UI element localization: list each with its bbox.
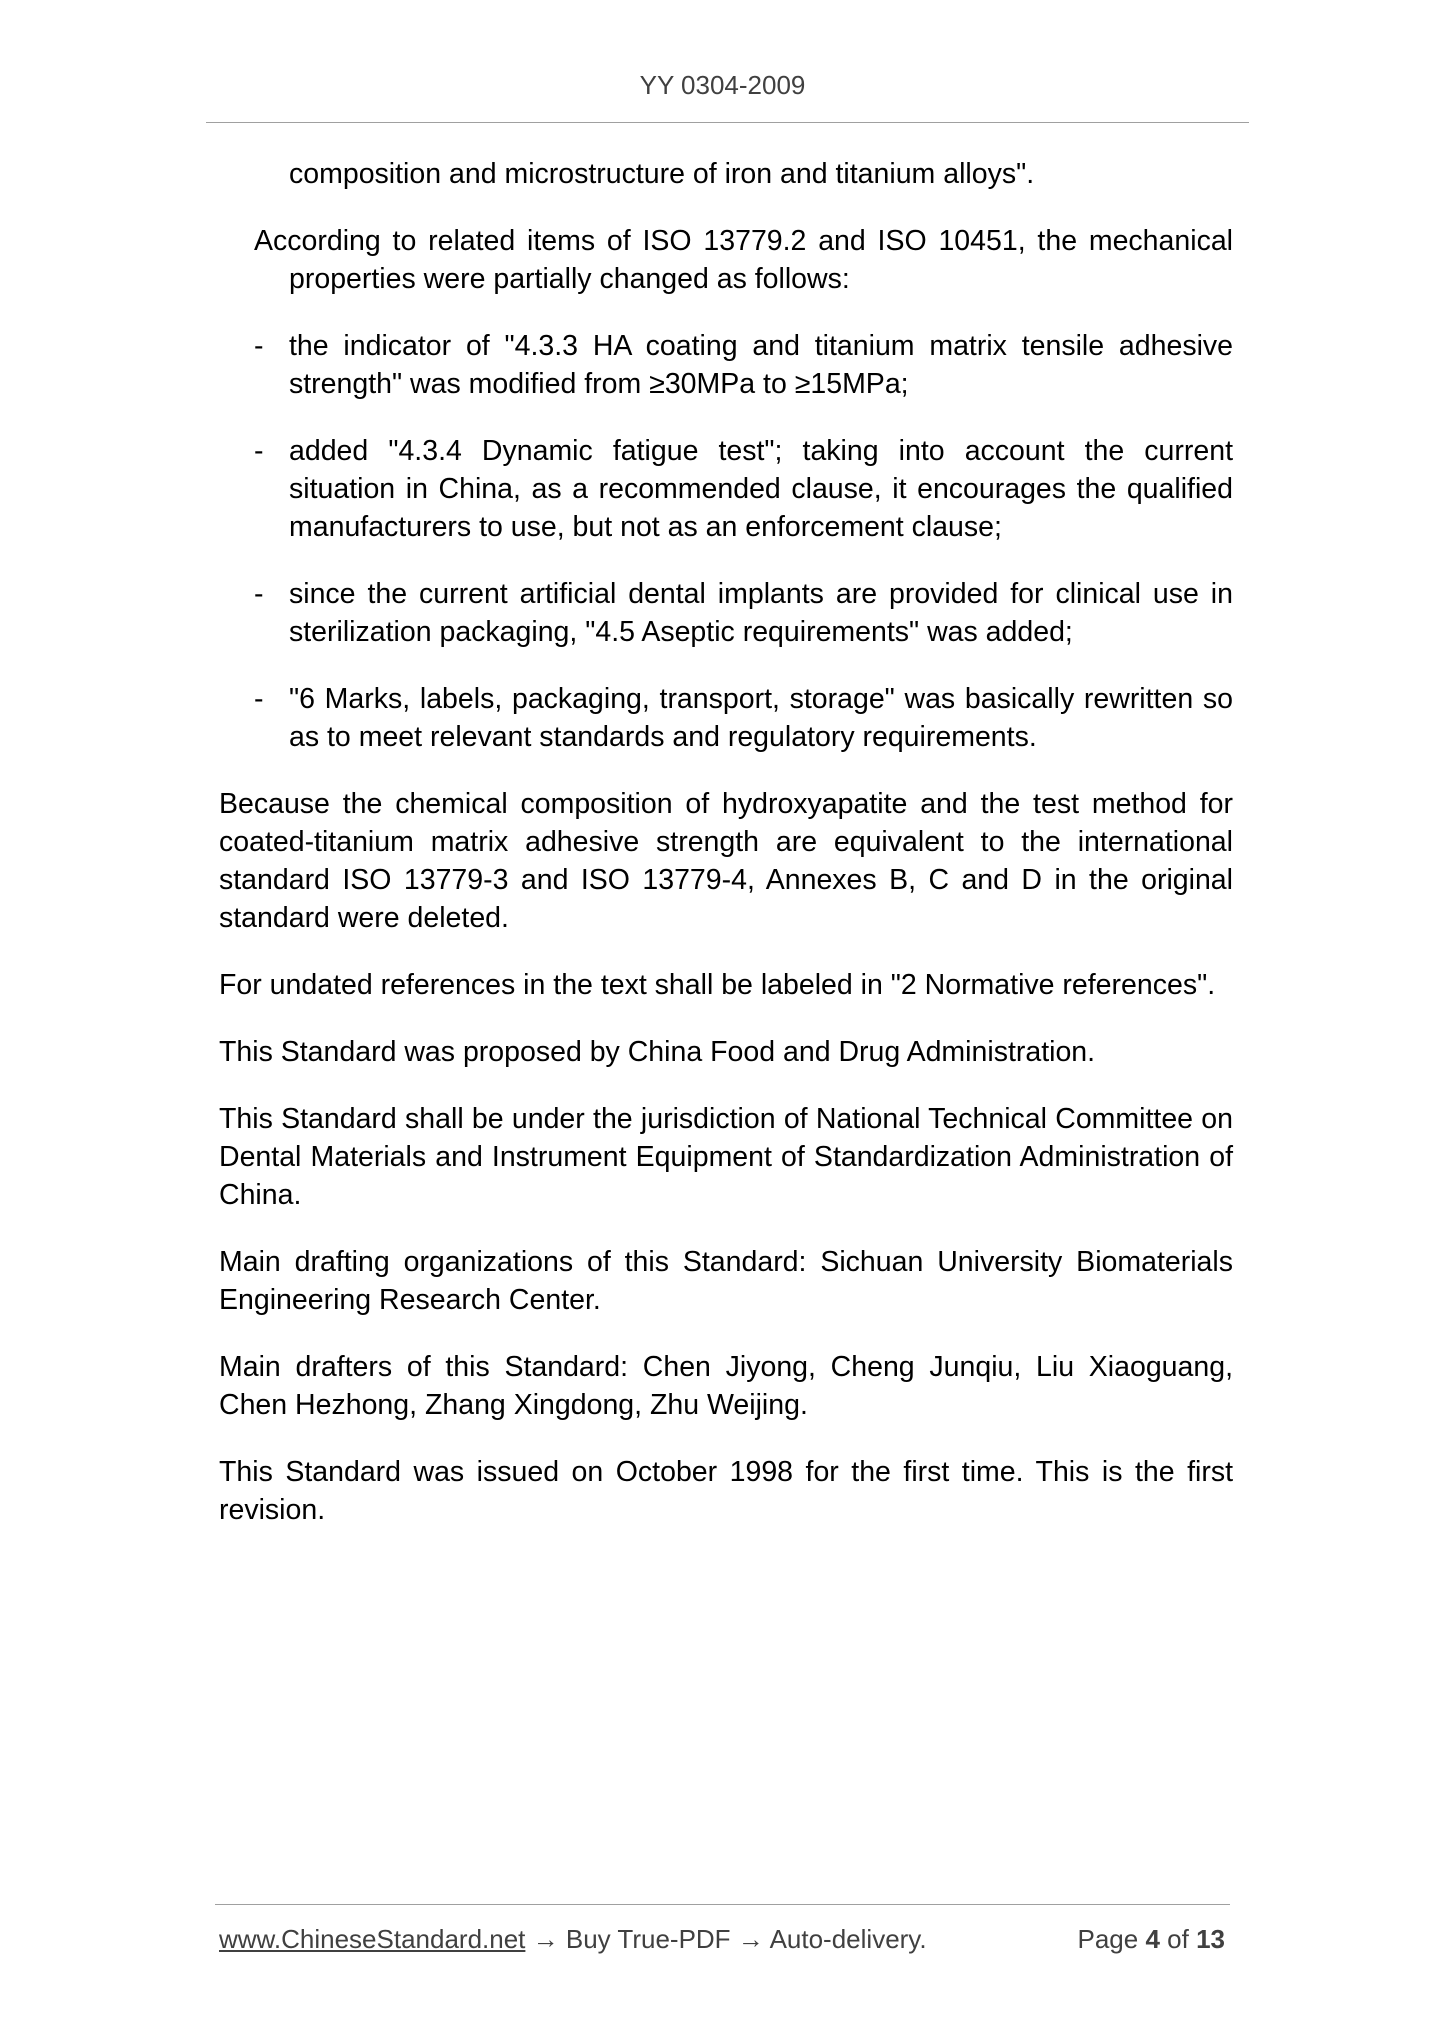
total-pages: 13 <box>1196 1924 1225 1954</box>
issue-history-paragraph: This Standard was issued on October 1998 for the first time. This is the first revision. <box>219 1456 1233 1526</box>
change-list-item <box>219 680 1233 756</box>
deleted-annexes-paragraph: Because the chemical composition of hydroxyapatite and the test method for coated-titanium matrix adhesive strength are equivalent to the international standard ISO 13779-3 and ISO 13779-4, Annexes B, C and D in the original standard were deleted. <box>219 788 1233 934</box>
page-number: 4 <box>1145 1924 1160 1954</box>
change-list-item <box>219 327 1233 403</box>
website-link[interactable]: www.ChineseStandard.net <box>219 1924 526 1954</box>
bullet-dash: - <box>254 578 264 610</box>
change-list-item-text: added "4.3.4 Dynamic fatigue test"; taking into account the current situation in China, as a recommended clause, it encourages the qualified manufacturers to use, but not as an enforcement clause; <box>289 435 1233 543</box>
change-list-item-text: "6 Marks, labels, packaging, transport, storage" was basically rewritten so as to meet relevant standards and regulatory requirements. <box>289 683 1233 753</box>
drafting-organizations-paragraph: Main drafting organizations of this Standard: Sichuan University Biomaterials Engineering Research Center. <box>219 1246 1233 1316</box>
proposed-by-paragraph: This Standard was proposed by China Food and Drug Administration. <box>219 1036 1096 1068</box>
change-list-item-text: the indicator of "4.3.3 HA coating and titanium matrix tensile adhesive strength" was modified from ≥30MPa to ≥15MPa; <box>289 330 1233 400</box>
intro-paragraph: According to related items of ISO 13779.2 and ISO 10451, the mechanical properties were partially changed as follows: <box>254 225 1233 295</box>
page-body <box>219 155 1233 1558</box>
continuation-line: composition and microstructure of iron and titanium alloys". <box>289 158 1035 190</box>
change-list-item <box>219 575 1233 651</box>
change-list-item-text: since the current artificial dental implants are provided for clinical use in sterilization packaging, "4.5 Aseptic requirements" was added; <box>289 578 1233 648</box>
footer-divider <box>215 1904 1230 1905</box>
change-list-item <box>219 432 1233 546</box>
drafters-paragraph: Main drafters of this Standard: Chen Jiyong, Cheng Junqiu, Liu Xiaoguang, Chen Hezhong, Zhang Xingdong, Zhu Weijing. <box>219 1351 1233 1421</box>
bullet-dash: - <box>254 330 264 362</box>
page-indicator <box>1077 1922 1225 1956</box>
jurisdiction-paragraph: This Standard shall be under the jurisdiction of National Technical Committee on Dental Materials and Instrument Equipment of Standardization Administration of China. <box>219 1103 1233 1211</box>
of-label: of <box>1167 1924 1189 1954</box>
document-code-header: YY 0304-2009 <box>639 70 806 100</box>
footer-promo-text: → Buy True-PDF → Auto-delivery. <box>525 1924 927 1954</box>
footer-promo <box>219 1922 927 1956</box>
header-divider <box>206 122 1249 123</box>
undated-references-paragraph: For undated references in the text shall be labeled in "2 Normative references". <box>219 969 1216 1001</box>
page-label: Page <box>1077 1924 1139 1954</box>
bullet-dash: - <box>254 683 264 715</box>
bullet-dash: - <box>254 435 264 467</box>
